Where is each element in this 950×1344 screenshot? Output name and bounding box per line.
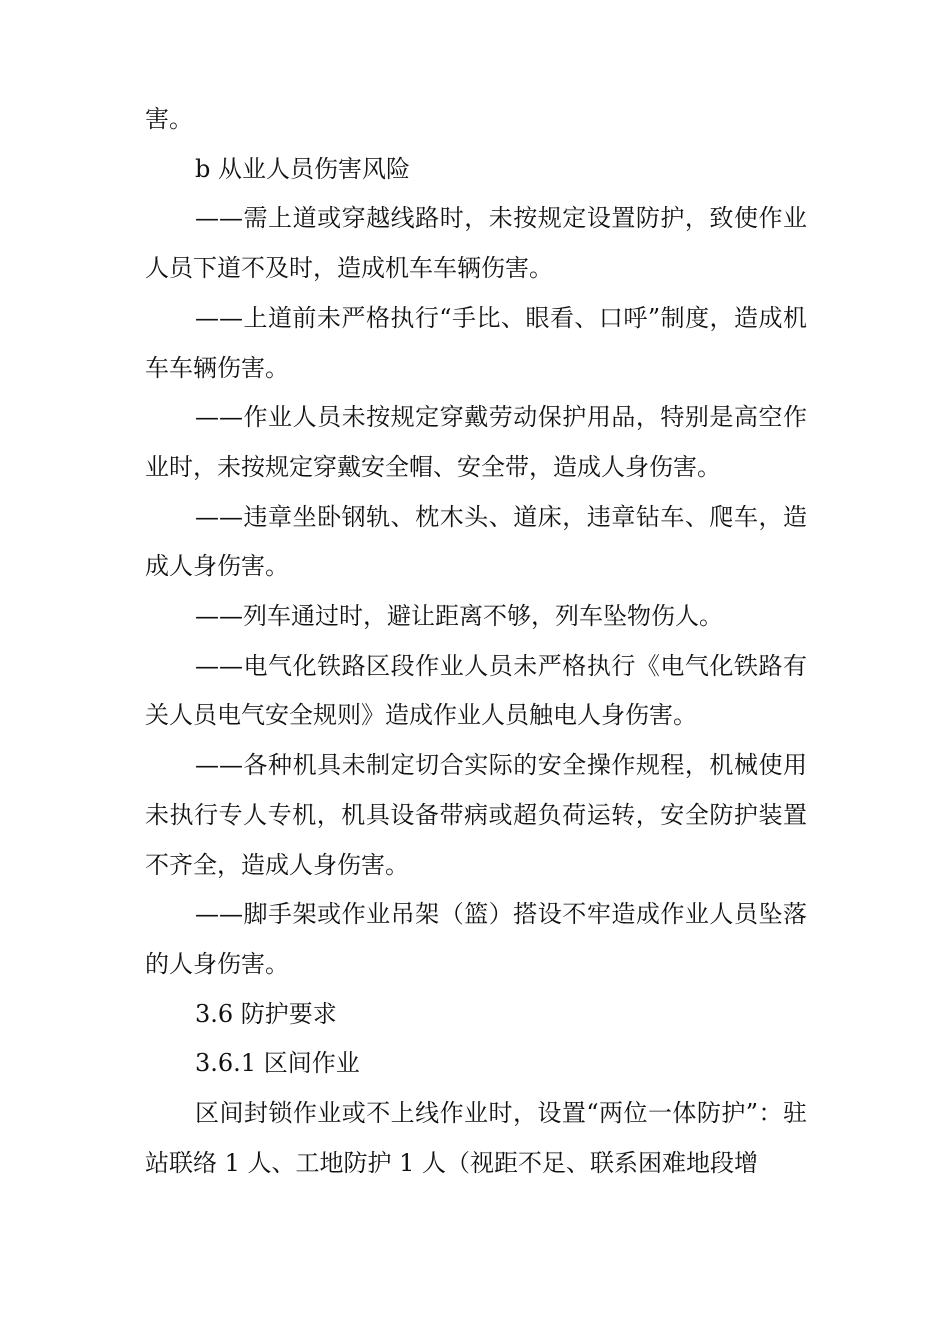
paragraph-4: ——上道前未严格执行“手比、眼看、口呼”制度，造成机车车辆伤害。 bbox=[145, 303, 807, 382]
paragraph-6: ——违章坐卧钢轨、枕木头、道床，违章钻车、爬车，造成人身伤害。 bbox=[145, 502, 807, 581]
paragraph-13: 区间封锁作业或不上线作业时，设置“两位一体防护”：驻站联络 1 人、工地防护 1 人（视距不足、联系困难地段增 bbox=[145, 1099, 807, 1177]
paragraph-10: ——脚手架或作业吊架（篮）搭设不牢造成作业人员坠落的人身伤害。 bbox=[145, 900, 807, 978]
paragraph-7: ——列车通过时，避让距离不够，列车坠物伤人。 bbox=[195, 602, 723, 631]
paragraph-1: 害。 bbox=[145, 105, 193, 133]
document-body bbox=[145, 95, 807, 1188]
section-heading-3-6: 3.6 防护要求 bbox=[195, 999, 337, 1028]
paragraph-9: ——各种机具未制定切合实际的安全操作规程，机械使用未执行专人专机，机具设备带病或超负荷运转，安全防护装置不齐全，造成人身伤害。 bbox=[145, 751, 807, 879]
section-heading-3-6-1: 3.6.1 区间作业 bbox=[195, 1049, 360, 1078]
paragraph-5: ——作业人员未按规定穿戴劳动保护用品，特别是高空作业时，未按规定穿戴安全帽、安全带，造成人身伤害。 bbox=[145, 403, 807, 481]
paragraph-3: ——需上道或穿越线路时，未按规定设置防护，致使作业人员下道不及时，造成机车车辆伤害。 bbox=[145, 204, 807, 283]
paragraph-8: ——电气化铁路区段作业人员未严格执行《电气化铁路有关人员电气安全规则》造成作业人员触电人身伤害。 bbox=[145, 651, 807, 730]
paragraph-2-heading: b 从业人员伤害风险 bbox=[195, 154, 410, 183]
